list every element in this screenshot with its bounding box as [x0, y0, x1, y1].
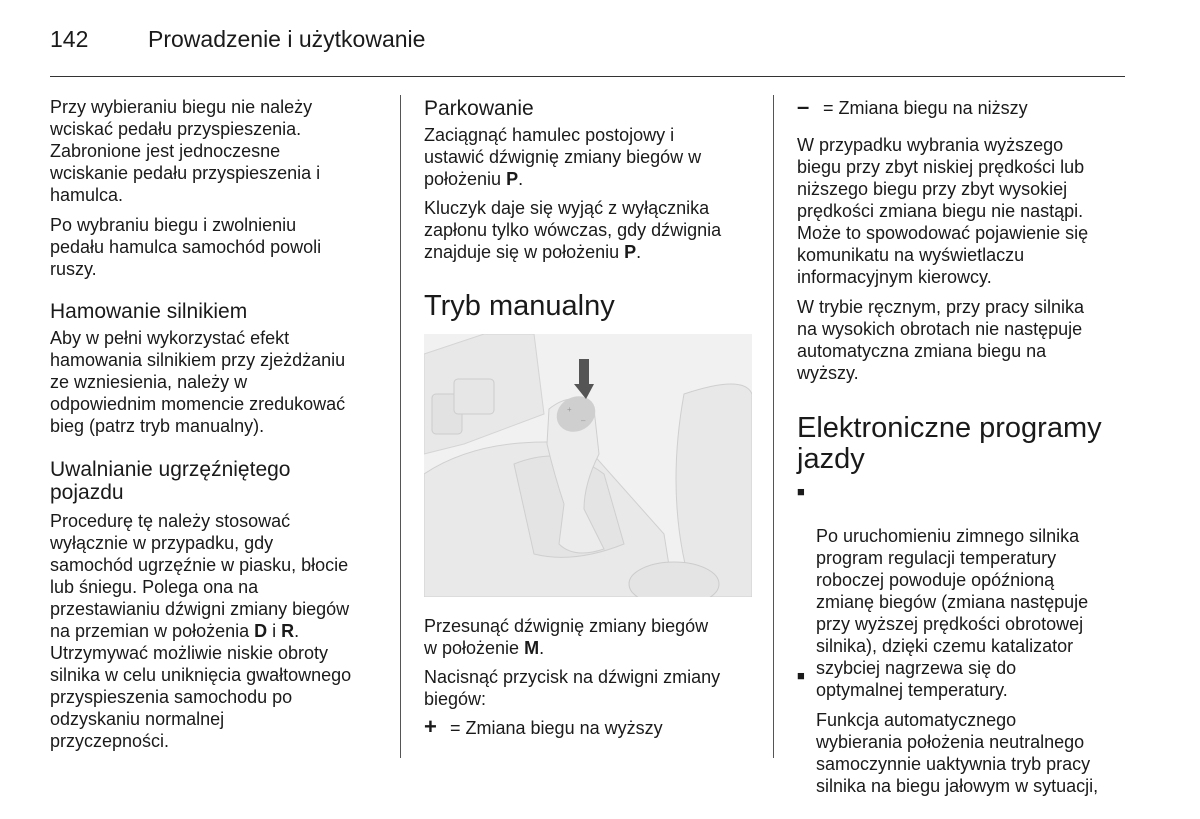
paragraph: [50, 510, 351, 752]
upshift-legend: [424, 716, 663, 739]
bullet-icon: ■: [797, 484, 805, 499]
section-heading: Parkowanie: [424, 97, 534, 120]
header-rule: [50, 76, 1125, 77]
text: . Utrzymywać możliwie niskie obroty silnika w celu uniknięcia gwałtownego przyspieszenia samochodu po odzyskaniu normalnej przyczepności.: [50, 621, 352, 751]
list-item: [797, 665, 1098, 819]
text: .: [636, 242, 642, 262]
section-heading: Hamowanie silnikiem: [50, 300, 248, 323]
paragraph: [424, 124, 701, 190]
gear-lever-illustration: [424, 334, 752, 597]
plus-icon: +: [424, 714, 437, 739]
paragraph: [424, 615, 708, 659]
svg-text:–: –: [581, 416, 586, 425]
upshift-text: = Zmiana biegu na wyższy: [450, 718, 663, 738]
gear-p: P: [624, 242, 637, 262]
paragraph: Przy wybieraniu biegu nie należy wciskać pedału przyspieszenia. Zabronione jest jednoczesne wciskanie pedału przyspieszenia i hamulca.: [50, 97, 321, 205]
paragraph: [424, 197, 721, 263]
paragraph: W przypadku wybrania wyższego biegu przy zbyt niskiej prędkości lub niższego biegu przy zbyt wysokiej prędkości zmiana biegu nie nastąpi. Może to spowodować pojawienie się komunikatu na wyświetlaczu informacyjnym kierowcy.: [797, 135, 1089, 287]
text: i: [267, 621, 282, 641]
column-divider: [773, 95, 774, 758]
list-item-text: Po uruchomieniu zimnego silnika program regulacji temperatury roboczej powoduje opóźnioną zmianę biegów (zmiana następuje przy wyższej prędkości obrotowej silnika), dzięki czemu katalizator szybciej nagrzewa się do optymalnej temperatury.: [816, 526, 1089, 700]
gear-d: D: [254, 621, 268, 641]
paragraph: Aby w pełni wykorzystać efekt hamowania silnikiem przy zjeżdżaniu ze wzniesienia, należy w odpowiednim momencie zredukować bieg (patrz tryb manualny).: [50, 328, 346, 436]
section-heading: Tryb manualny: [424, 290, 615, 322]
minus-icon: –: [797, 94, 810, 119]
text: .: [539, 638, 545, 658]
gear-p: P: [506, 169, 519, 189]
downshift-text: = Zmiana biegu na niższy: [823, 98, 1028, 118]
text: .: [518, 169, 524, 189]
text: Zaciągnąć hamulec postojowy i ustawić dźwignię zmiany biegów w położeniu: [424, 125, 702, 189]
paragraph: Po wybraniu biegu i zwolnieniu pedału hamulca samochód powoli ruszy.: [50, 215, 322, 279]
bullet-icon: ■: [797, 668, 805, 683]
gear-m: M: [524, 638, 540, 658]
section-heading: Elektroniczne programy jazdy: [797, 412, 1102, 475]
text: Kluczyk daje się wyjąć z wyłącznika zapłonu tylko wówczas, gdy dźwignia znajduje się w położeniu: [424, 198, 722, 262]
section-heading: Uwalnianie ugrzęźniętego pojazdu: [50, 458, 291, 504]
page-number: 142: [50, 26, 89, 52]
list-item-text: Funkcja automatycznego wybierania położenia neutralnego samoczynnie uaktywnia tryb pracy silnika na biegu jałowym w sytuacji,: [816, 710, 1099, 796]
paragraph: Nacisnąć przycisk na dźwigni zmiany biegów:: [424, 667, 721, 709]
gear-r: R: [281, 621, 295, 641]
text: Przesunąć dźwignię zmiany biegów w położenie: [424, 616, 709, 658]
text: Procedurę tę należy stosować wyłącznie w przypadku, gdy samochód ugrzęźnie w piasku, błocie lub śniegu. Polega ona na przestawianiu dźwigni zmiany biegów na przemian w położenia: [50, 511, 350, 641]
page-title: Prowadzenie i użytkowanie: [148, 26, 426, 52]
column-divider: [400, 95, 401, 758]
downshift-legend: [797, 96, 1028, 119]
svg-text:+: +: [567, 405, 572, 414]
paragraph: W trybie ręcznym, przy pracy silnika na wysokich obrotach nie następuje automatyczna zmiana biegu na wyższy.: [797, 297, 1085, 383]
